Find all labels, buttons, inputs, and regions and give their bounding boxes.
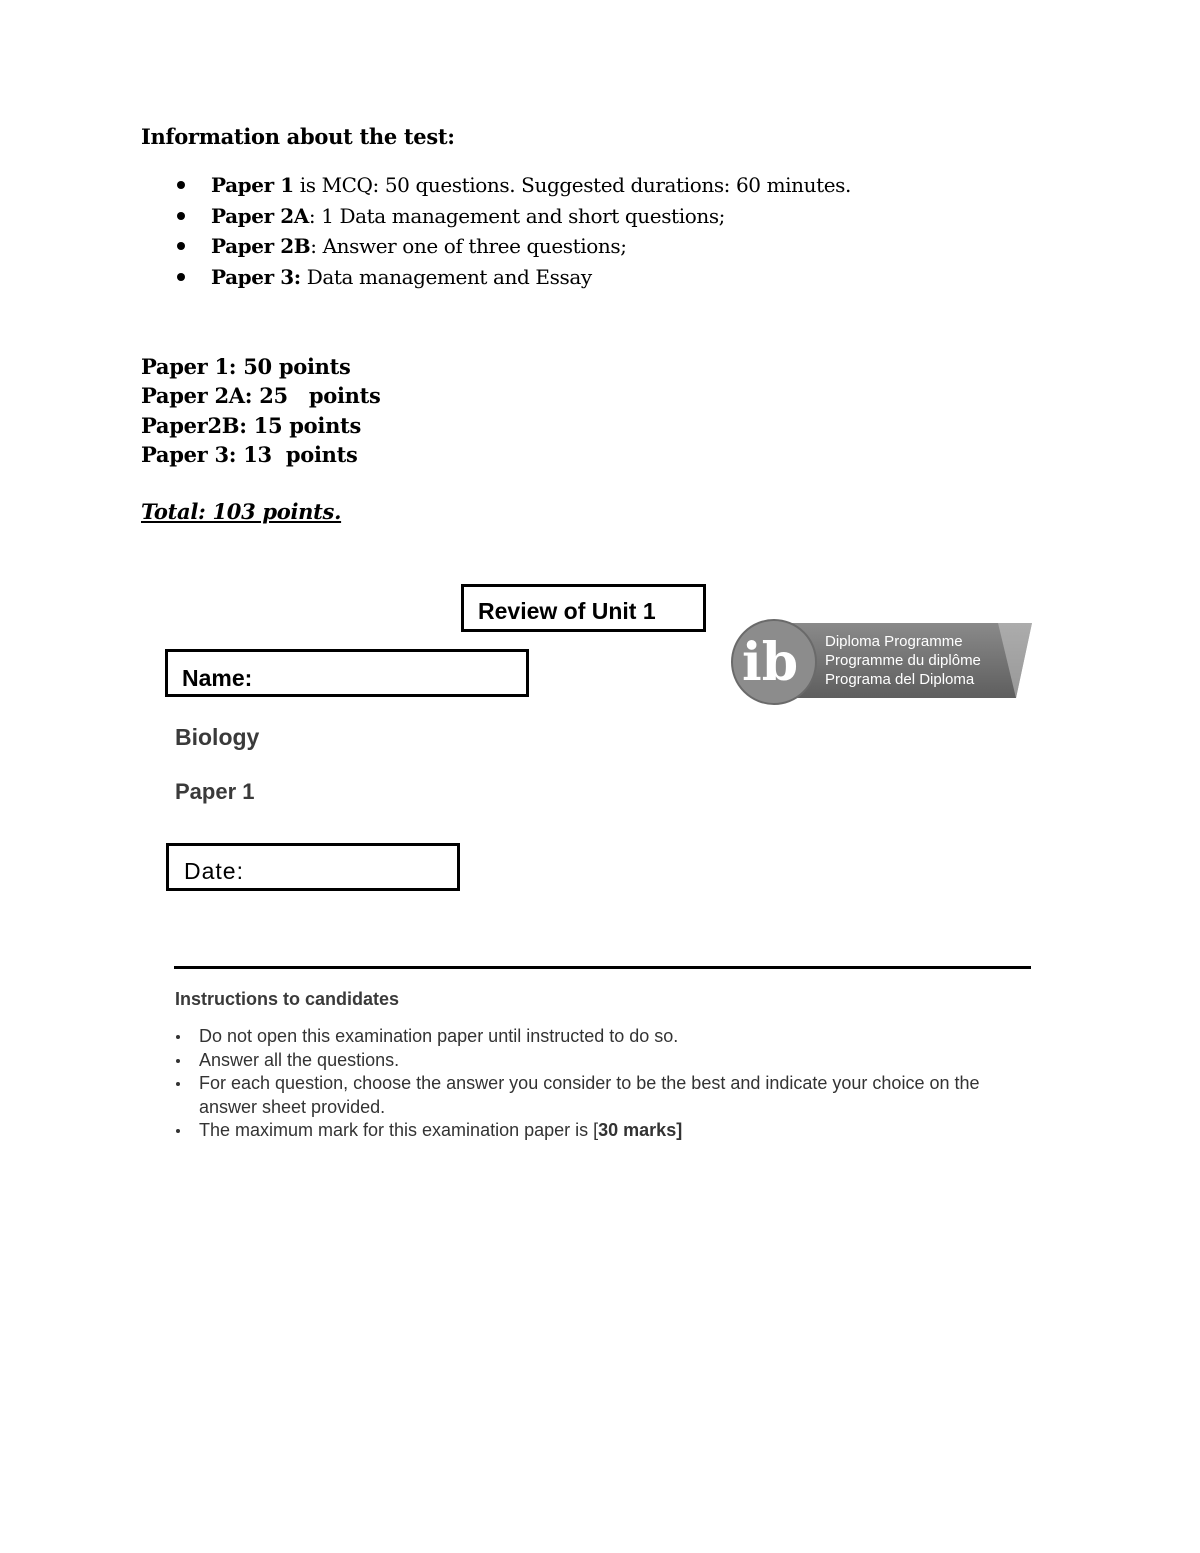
bullet-icon — [176, 1035, 180, 1039]
review-title: Review of Unit 1 — [478, 598, 656, 624]
instructions-list — [175, 1025, 1025, 1143]
bullet-text: : 1 Data management and short questions; — [308, 203, 726, 228]
bullet-bold: Paper 2A — [211, 203, 309, 228]
list-item — [175, 1025, 1025, 1049]
points-list — [141, 352, 381, 469]
ib-logo-line: Programa del Diploma — [825, 671, 975, 688]
bullet-text: Data management and Essay — [300, 264, 592, 289]
ib-logo — [730, 618, 1032, 706]
bullet-text: : Answer one of three questions; — [310, 234, 627, 258]
max-mark-value: 30 marks — [598, 1120, 677, 1140]
max-mark-close: ] — [676, 1120, 683, 1140]
name-field[interactable] — [165, 649, 529, 697]
list-item — [170, 201, 851, 232]
points-line: Paper 1: 50 points — [141, 354, 351, 379]
review-title-box — [461, 584, 706, 632]
name-label: Name: — [182, 665, 253, 691]
max-mark-text: The maximum mark for this examination paper is [ — [199, 1120, 599, 1140]
date-label: Date: — [184, 858, 244, 884]
bullet-icon — [176, 1129, 180, 1133]
list-item — [170, 231, 851, 262]
list-item — [175, 1119, 1025, 1143]
subject-title: Biology — [175, 724, 260, 750]
list-item — [175, 1072, 1025, 1119]
info-bullet-list — [170, 170, 851, 292]
instruction-text: Answer all the questions. — [199, 1049, 400, 1070]
date-field[interactable] — [166, 843, 460, 891]
bullet-icon — [177, 181, 185, 189]
bullet-icon — [177, 273, 185, 281]
bullet-bold: Paper 1 — [211, 173, 294, 197]
ib-logo-line: Diploma Programme — [825, 633, 963, 650]
divider — [174, 966, 1031, 969]
instruction-text: Do not open this examination paper until instructed to do so. — [199, 1026, 679, 1046]
points-line: Paper 3: 13 points — [141, 441, 358, 467]
list-item — [170, 262, 851, 293]
list-item — [175, 1049, 1025, 1073]
bullet-icon — [176, 1082, 180, 1086]
instructions-title: Instructions to candidates — [175, 989, 400, 1009]
bullet-bold: Paper 2B — [211, 234, 311, 258]
list-item — [170, 170, 851, 201]
points-line: Paper 2A: 25 points — [141, 383, 381, 409]
bullet-icon — [176, 1059, 180, 1063]
ib-logo-line: Programme du diplôme — [825, 652, 981, 669]
points-line: Paper2B: 15 points — [141, 412, 361, 438]
paper-title: Paper 1 — [175, 779, 255, 804]
total-points: Total: 103 points. — [141, 499, 342, 524]
ib-logo-mark: ib — [741, 632, 799, 693]
instruction-text: For each question, choose the answer you consider to be the best and indicate your choice on the answer sheet provided. — [199, 1073, 980, 1117]
bullet-icon — [177, 242, 185, 250]
info-heading: Information about the test: — [141, 124, 455, 149]
bullet-icon — [177, 212, 185, 220]
bullet-bold: Paper 3: — [211, 264, 301, 289]
bullet-text: is MCQ: 50 questions. Suggested durations: 60 minutes. — [293, 173, 851, 197]
